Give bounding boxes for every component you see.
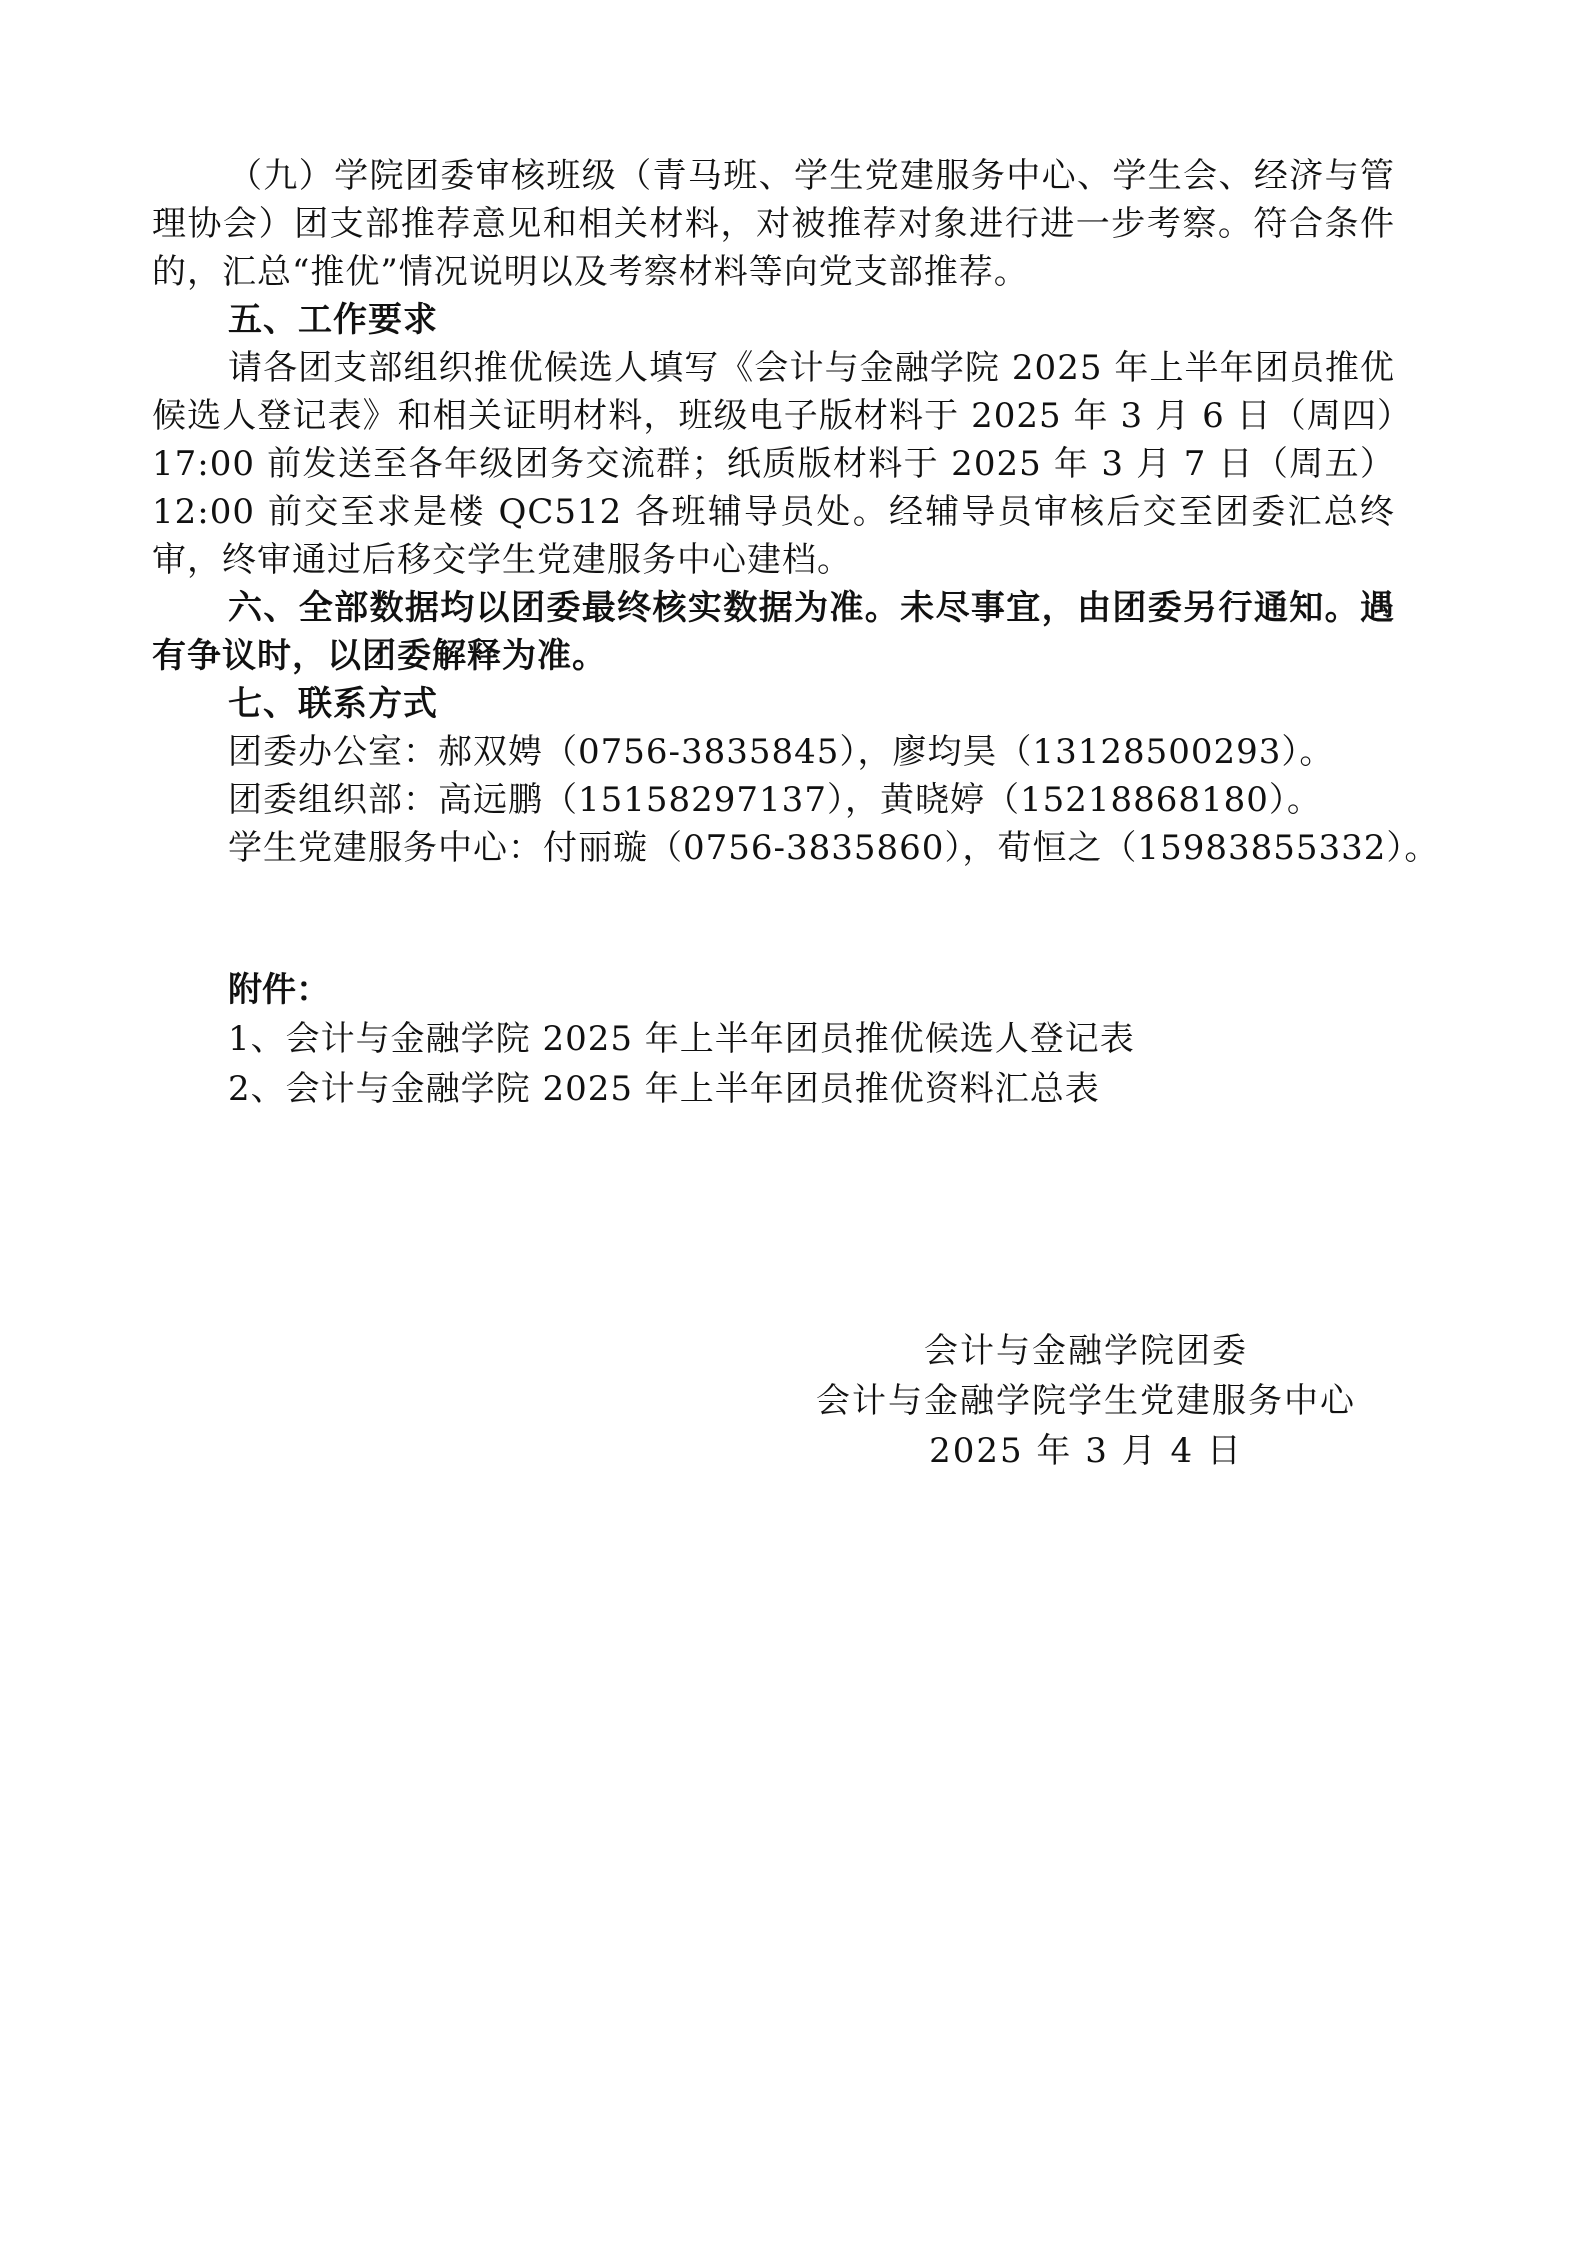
signature-block [776, 1326, 1396, 1476]
attachments-title: 附件： [228, 970, 330, 1010]
section-five-heading: 五、工作要求 [228, 300, 438, 340]
signature-date: 2025 年 3 月 4 日 [929, 1431, 1243, 1471]
section-six-paragraph: 六、全部数据均以团委最终核实数据为准。未尽事宜，由团委另行通知。遇有争议时，以团委解释为准。 [152, 588, 1395, 676]
section-seven-heading: 七、联系方式 [228, 684, 438, 724]
contact-line: 团委办公室：郝双娉（0756-3835845），廖均昊（13128500293）。 [228, 732, 1335, 772]
attachment-item: 2、会计与金融学院 2025 年上半年团员推优资料汇总表 [228, 1069, 1100, 1109]
attachments-list [228, 1014, 1135, 1114]
body-text-upper [152, 152, 1440, 872]
section-nine-paragraph: （九）学院团委审核班级（青马班、学生党建服务中心、学生会、经济与管理协会）团支部推荐意见和相关材料，对被推荐对象进行进一步考察。符合条件的，汇总“推优”情况说明以及考察材料等向党支部推荐。 [152, 156, 1395, 292]
signature-org-league: 会计与金融学院团委 [924, 1331, 1248, 1371]
contact-line: 团委组织部：高远鹏（15158297137），黄晓婷（15218868180）。 [228, 780, 1322, 820]
attachment-item: 1、会计与金融学院 2025 年上半年团员推优候选人登记表 [228, 1019, 1135, 1059]
signature-org-party-center: 会计与金融学院学生党建服务中心 [816, 1381, 1356, 1421]
contact-line: 学生党建服务中心：付丽璇（0756-3835860），荀恒之（15983855332）。 [228, 828, 1440, 868]
section-five-paragraph: 请各团支部组织推优候选人填写《会计与金融学院 2025 年上半年团员推优候选人登记表》和相关证明材料，班级电子版材料于 2025 年 3 月 6 日（周四）17:00 前发送至各年级团务交流群；纸质版材料于 2025 年 3 月 7 日（周五）12:00 前交至求是楼 QC512 各班辅导员处。经辅导员审核后交至团委汇总终审，终审通过后移交学生党建服务中心建档。 [152, 348, 1395, 580]
